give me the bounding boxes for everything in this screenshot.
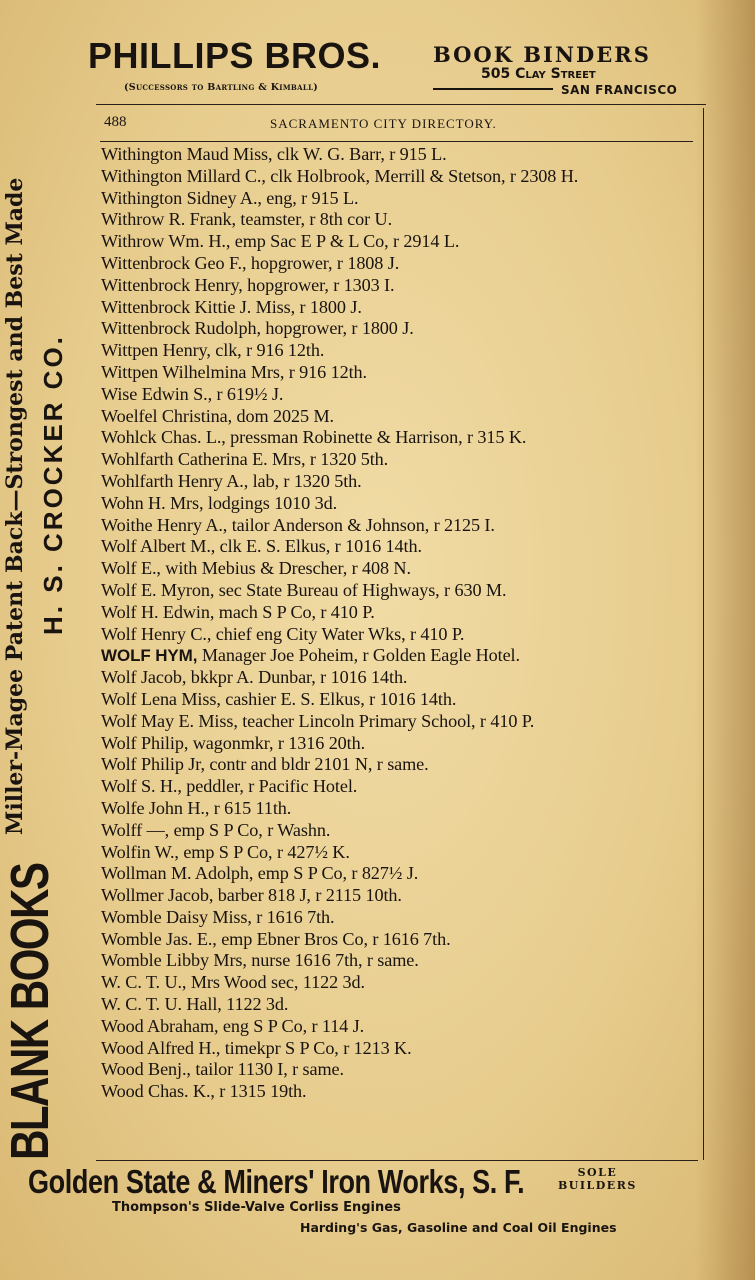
list-item: Wood Abraham, eng S P Co, r 114 J. [101,1015,365,1036]
list-item: Wood Alfred H., timekpr S P Co, r 1213 K. [101,1037,412,1058]
crocker-text: H. S. CROCKER CO. [38,334,68,635]
list-item: Wolf H. Edwin, mach S P Co, r 410 P. [101,601,375,622]
list-item: Womble Daisy Miss, r 1616 7th. [101,906,335,927]
list-item: Wood Benj., tailor 1130 I, r same. [101,1059,344,1080]
list-item: Withrow Wm. H., emp Sac E P & L Co, r 2914 L. [101,231,460,252]
list-item: W. C. T. U. Hall, 1122 3d. [101,994,289,1015]
list-item: Wohlfarth Catherina E. Mrs, r 1320 5th. [101,449,389,470]
footer-sole-builders [558,1166,637,1192]
list-item: Wolf Albert M., clk E. S. Elkus, r 1016 14th. [101,536,422,557]
list-item: Wolf May E. Miss, teacher Lincoln Primary School, r 410 P. [101,710,535,731]
header-advertisement [88,36,688,102]
bold-entry-text: Manager Joe Poheim, r Golden Eagle Hotel. [201,645,520,666]
list-item: Wise Edwin S., r 619½ J. [101,383,284,404]
side-advertisement [0,60,80,1160]
list-item: W. C. T. U., Mrs Wood sec, 1122 3d. [101,972,365,993]
footer-corliss-line: Thompson's Slide-Valve Corliss Engines [112,1200,401,1215]
list-item: Wolf Henry C., chief eng City Water Wks, r 410 P. [101,623,465,644]
list-item: Wolf Philip Jr, contr and bldr 2101 N, r same. [101,754,429,775]
list-item: Wood Chas. K., r 1315 19th. [101,1081,307,1102]
directory-entries [101,144,697,1103]
list-item: Womble Jas. E., emp Ebner Bros Co, r 1616 7th. [101,928,451,949]
list-item: Wolf Philip, wagonmkr, r 1316 20th. [101,732,366,753]
list-item: Wolf E. Myron, sec State Bureau of Highways, r 630 M. [101,579,507,600]
list-item: Wittpen Wilhelmina Mrs, r 916 12th. [101,361,367,382]
city-label: SAN FRANCISCO [561,83,678,97]
list-item: Wittenbrock Rudolph, hopgrower, r 1800 J. [101,318,414,339]
page-edge-shadow [695,0,755,1280]
list-item: Withington Sidney A., eng, r 915 L. [101,187,359,208]
list-item: Wohn H. Mrs, lodgings 1010 3d. [101,492,338,513]
list-item: Wolff —, emp S P Co, r Washn. [101,819,331,840]
list-item: Wohlck Chas. L., pressman Robinette & Harrison, r 315 K. [101,427,527,448]
trade-label: BOOK BINDERS [433,42,651,67]
list-item: Wolf E., with Mebius & Drescher, r 408 N. [101,558,411,579]
list-item: Wittenbrock Kittie J. Miss, r 1800 J. [101,296,362,317]
list-item: Wolf S. H., peddler, r Pacific Hotel. [101,776,358,797]
list-item-bold [101,645,697,667]
list-item: Wolf Jacob, bkkpr A. Dunbar, r 1016 14th. [101,667,408,688]
list-item: Wittpen Henry, clk, r 916 12th. [101,340,325,361]
list-item: Withington Maud Miss, clk W. G. Barr, r 915 L. [101,144,447,164]
footer-harding-line: Harding's Gas, Gasoline and Coal Oil Engines [300,1220,617,1235]
bold-entry-name: WOLF HYM, [101,646,198,666]
list-item: Withington Millard C., clk Holbrook, Merrill & Stetson, r 2308 H. [101,165,579,186]
page-number: 488 [104,114,127,130]
list-item: Wittenbrock Henry, hopgrower, r 1303 I. [101,274,395,295]
sole-label: SOLE [577,1166,618,1179]
list-item: Wolfe John H., r 615 11th. [101,797,292,818]
list-item: Wittenbrock Geo F., hopgrower, r 1808 J. [101,252,400,273]
list-item: Withrow R. Frank, teamster, r 8th cor U. [101,209,393,230]
page-title: SACRAMENTO CITY DIRECTORY. [270,116,497,131]
header-divider [96,104,706,105]
running-head [100,114,695,136]
list-item: Woelfel Christina, dom 2025 M. [101,405,334,426]
list-item: Woithe Henry A., tailor Anderson & Johnson, r 2125 I. [101,514,495,535]
footer-company: Golden State & Miners' Iron Works, S. F. [28,1163,525,1200]
miller-magee-text: Miller-Magee Patent Back—Strongest and Best Made [2,177,28,835]
list-item: Womble Libby Mrs, nurse 1616 7th, r same. [101,950,419,971]
blank-books-text: BLANK BOOKS [0,863,60,1160]
list-item: Wolf Lena Miss, cashier E. S. Elkus, r 1016 14th. [101,688,457,709]
running-head-rule [100,141,693,142]
page-bottom-rule [96,1160,698,1161]
list-item: Wollman M. Adolph, emp S P Co, r 827½ J. [101,863,419,884]
firm-name: PHILLIPS BROS. [88,35,382,76]
list-item: Wolfin W., emp S P Co, r 427½ K. [101,841,350,862]
list-item: Wohlfarth Henry A., lab, r 1320 5th. [101,470,362,491]
list-item: Wollmer Jacob, barber 818 J, r 2115 10th. [101,885,402,906]
builders-label: BUILDERS [558,1179,637,1192]
successors-note: (Successors to Bartling & Kimball) [124,82,319,93]
street-address: 505 Clay Street [481,66,596,82]
header-rule [433,88,553,90]
